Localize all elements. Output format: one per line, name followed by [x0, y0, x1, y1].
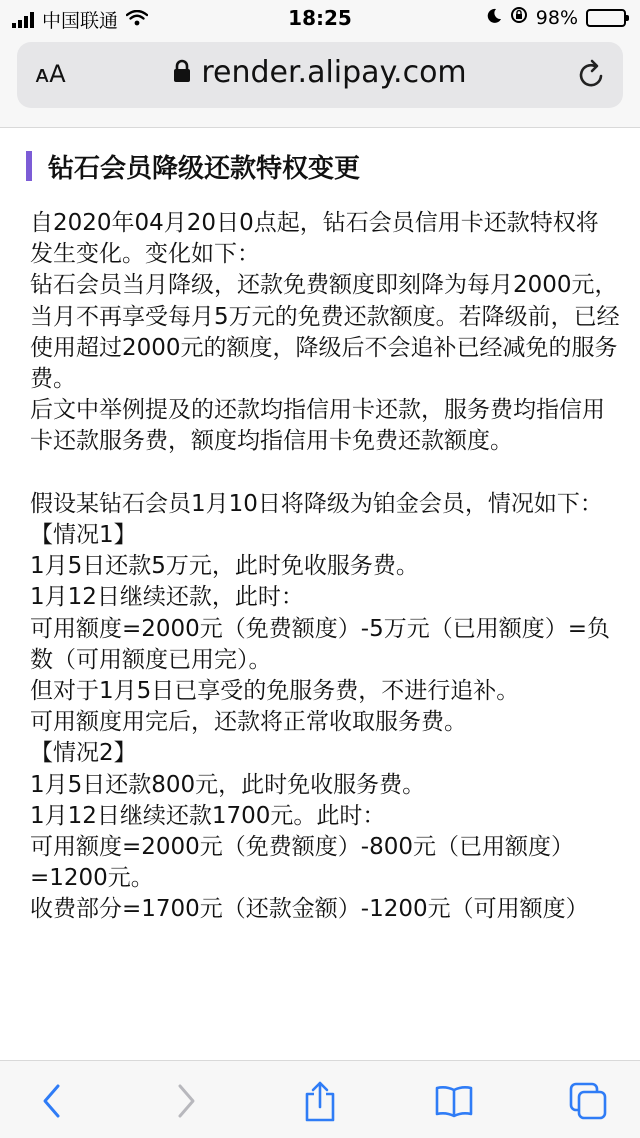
paragraph: 自2020年04月20日0点起，钻石会员信用卡还款特权将发生变化。变化如下： — [30, 210, 599, 268]
share-icon — [302, 1080, 338, 1122]
paragraph: 但对于1月5日已享受的免服务费，不进行追补。 — [30, 678, 520, 705]
paragraph: 【情况2】 — [30, 740, 137, 767]
status-bar — [0, 0, 640, 36]
battery-icon — [586, 9, 626, 27]
article-heading — [26, 148, 360, 184]
paragraph: 后文中举例提及的还款均指信用卡还款，服务费均指信用卡还款服务费，额度均指信用卡免费还款额度。 — [30, 397, 605, 455]
status-time: 18:25 — [288, 6, 352, 30]
paragraph: 可用额度用完后，还款将正常收取服务费。 — [30, 709, 467, 736]
paragraph: 1月5日还款800元，此时免收服务费。 — [30, 771, 426, 798]
orientation-lock-icon — [510, 6, 528, 29]
paragraph: 可用额度=2000元（免费额度）-5万元（已用额度）=负数（可用额度已用完）。 — [30, 615, 611, 673]
chevron-right-icon — [174, 1083, 198, 1119]
book-icon — [434, 1084, 474, 1118]
paragraph: 1月12日继续还款，此时： — [30, 584, 304, 611]
battery-percent: 98% — [535, 6, 578, 29]
text-size-button[interactable]: ᴀA — [35, 60, 66, 88]
paragraph: 收费部分=1700元（还款金额）-1200元（可用额度） — [30, 896, 589, 923]
bookmarks-button[interactable] — [432, 1079, 476, 1123]
paragraph: 假设某钻石会员1月10日将降级为铂金会员，情况如下： — [30, 490, 603, 517]
browser-top-bar — [0, 0, 640, 128]
tabs-icon — [568, 1081, 608, 1121]
page-content — [0, 128, 640, 1060]
moon-icon — [486, 7, 502, 29]
lock-icon — [173, 59, 191, 87]
back-button[interactable] — [30, 1079, 74, 1123]
forward-button[interactable] — [164, 1079, 208, 1123]
article-body — [30, 208, 620, 926]
reload-icon[interactable] — [577, 58, 607, 94]
share-button[interactable] — [298, 1079, 342, 1123]
chevron-left-icon — [40, 1083, 64, 1119]
blank-line — [30, 458, 620, 489]
paragraph: 1月5日还款5万元，此时免收服务费。 — [30, 553, 419, 580]
article-title: 钻石会员降级还款特权变更 — [48, 153, 361, 184]
paragraph: 可用额度=2000元（免费额度）-800元（已用额度）=1200元。 — [30, 834, 575, 892]
paragraph: 【情况1】 — [30, 522, 137, 549]
browser-toolbar — [0, 1060, 640, 1138]
tabs-button[interactable] — [566, 1079, 610, 1123]
carrier-name: 中国联通 — [42, 10, 119, 32]
address-bar[interactable] — [17, 42, 623, 108]
paragraph: 1月12日继续还款1700元。此时： — [30, 802, 386, 829]
paragraph: 钻石会员当月降级，还款免费额度即刻降为每月2000元，当月不再享受每月5万元的免费还款额度。若降级前，已经使用超过2000元的额度，降级后不会追补已经减免的服务费。 — [30, 272, 620, 393]
url-text[interactable]: render.alipay.com — [201, 55, 467, 90]
heading-accent-bar — [26, 151, 32, 181]
